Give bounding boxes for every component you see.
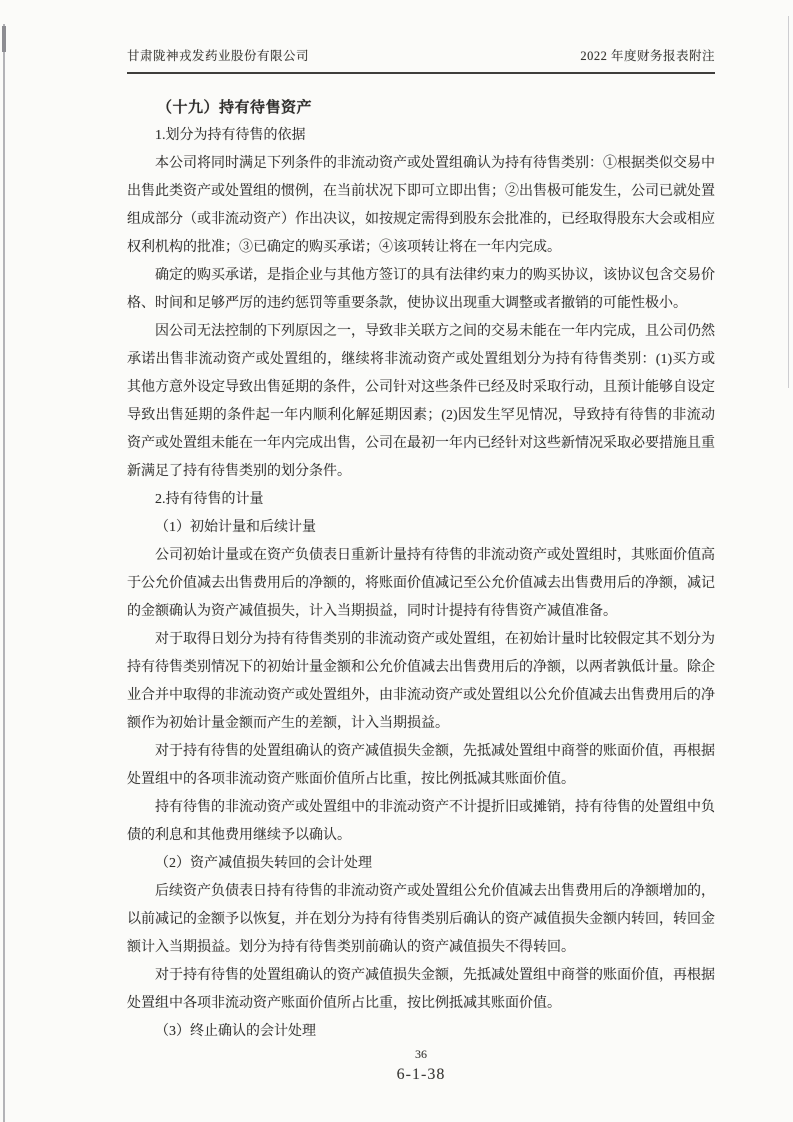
paragraph: 对于持有待售的处置组确认的资产减值损失金额，先抵减处置组中商誉的账面价值，再根据处置组中各项非流动资产账面价值所占比重，按比例抵减其账面价值。: [127, 968, 715, 1011]
paragraph: 因公司无法控制的下列原因之一，导致非关联方之间的交易未能在一年内完成，且公司仍然承诺出售非流动资产或处置组的，继续将非流动资产或处置组划分为持有待售类别：(1)买方或其他方意外设定导致出售延期的条件，公司针对这些条件已经及时采取行动，且预计能够自设定导致出售延期的条件起一年内顺利化解延期因素；(2)因发生罕见情况，导致持有待售的非流动资产或处置组未能在一年内完成出售，公司在最初一年内已经针对这些新情况采取必要措施且重新满足了持有待售类别的划分条件。: [127, 324, 715, 479]
page-footer: [127, 1046, 715, 1086]
subheading: （3）终止确认的会计处理: [155, 1024, 316, 1039]
document-body: [127, 94, 715, 1046]
paragraph: 对于取得日划分为持有待售类别的非流动资产或处置组，在初始计量时比较假定其不划分为持有待售类别情况下的初始计量金额和公允价值减去出售费用后的净额，以两者孰低计量。除企业合并中取得的非流动资产或处置组外，由非流动资产或处置组以公允价值减去出售费用后的净额作为初始计量金额而产生的差额，计入当期损益。: [127, 632, 715, 731]
paragraph: 持有待售的非流动资产或处置组中的非流动资产不计提折旧或摊销，持有待售的处置组中负债的利息和其他费用继续予以确认。: [127, 800, 715, 843]
paragraph: 本公司将同时满足下列条件的非流动资产或处置组确认为持有待售类别：①根据类似交易中出售此类资产或处置组的惯例，在当前状况下即可立即出售；②出售极可能发生，公司已就处置组成部分（或非流动资产）作出决议，如按规定需得到股东会批准的，已经取得股东大会或相应权利机构的批准；③已确定的购买承诺；④该项转让将在一年内完成。: [127, 156, 715, 255]
subheading: （1）初始计量和后续计量: [155, 520, 316, 535]
paragraph: 公司初始计量或在资产负债表日重新计量持有待售的非流动资产或处置组时，其账面价值高于公允价值减去出售费用后的净额的，将账面价值减记至公允价值减去出售费用后的净额，减记的金额确认为资产减值损失，计入当期损益，同时计提持有待售资产减值准备。: [127, 548, 715, 619]
header-report-title: 2022 年度财务报表附注: [580, 49, 715, 63]
subheading: 1.划分为持有待售的依据: [155, 128, 306, 143]
subheading: （2）资产减值损失转回的会计处理: [155, 856, 372, 871]
paragraph: 确定的购买承诺，是指企业与其他方签订的具有法律约束力的购买协议，该协议包含交易价格、时间和足够严厉的违约惩罚等重要条款，使协议出现重大调整或者撤销的可能性极小。: [127, 268, 715, 311]
scan-edge-line-left: [3, 24, 5, 1122]
scan-edge-line-right: [788, 16, 789, 388]
section-title: （十九）持有待售资产: [157, 100, 313, 116]
paragraph: 后续资产负债表日持有待售的非流动资产或处置组公允价值减去出售费用后的净额增加的，以前减记的金额予以恢复，并在划分为持有待售类别后确认的资产减值损失金额内转回，转回金额计入当期损益。划分为持有待售类别前确认的资产减值损失不得转回。: [127, 884, 715, 955]
footer-sheet-code: 6-1-38: [396, 1066, 446, 1083]
page-header: [127, 46, 715, 74]
footer-page-number: 36: [415, 1047, 427, 1061]
header-company-name: 甘肃陇神戎发药业股份有限公司: [127, 49, 310, 63]
paragraph: 对于持有待售的处置组确认的资产减值损失金额，先抵减处置组中商誉的账面价值，再根据处置组中的各项非流动资产账面价值所占比重，按比例抵减其账面价值。: [127, 744, 715, 787]
subheading: 2.持有待售的计量: [155, 492, 264, 507]
page-column: [127, 46, 715, 1046]
